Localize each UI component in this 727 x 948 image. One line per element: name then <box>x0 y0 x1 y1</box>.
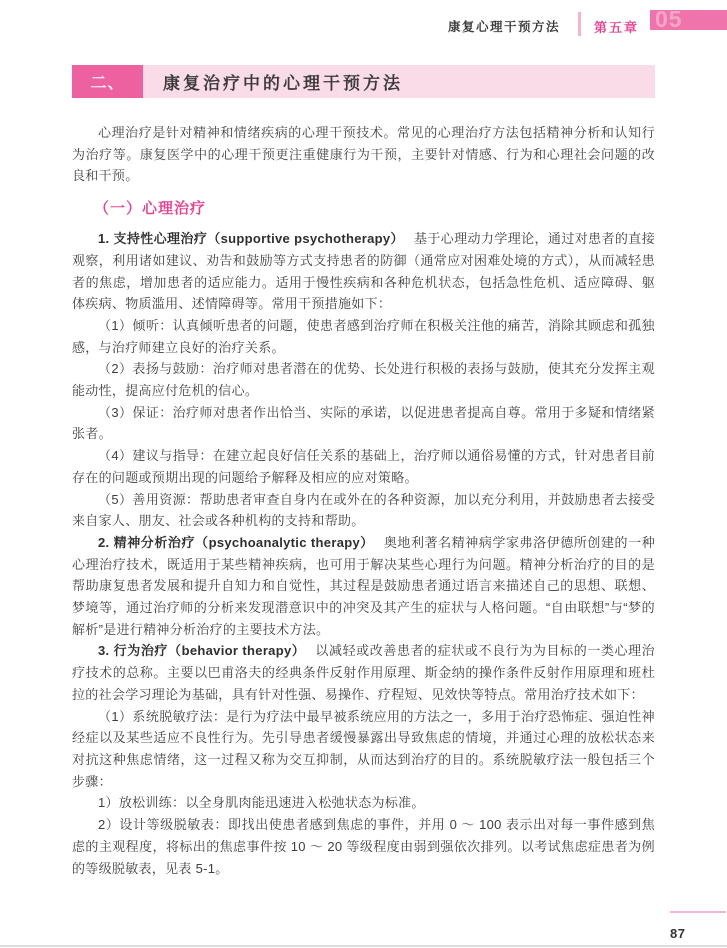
paragraph-lead: 3. 行为治疗（behavior therapy） <box>98 643 306 659</box>
chapter-label: 第五章 <box>593 20 639 35</box>
paragraph-text: 2）设计等级脱敏表：即找出使患者感到焦虑的事件，并用 0 ～ 100 表示出对每一事件感到焦虑的主观程度，将标出的焦虑事件按 10 ～ 20 等级程度由弱到强依次排列。以考试焦虑症患者为例的等级脱敏表，见表 5-1。 <box>72 817 655 876</box>
paragraph-lead: 1. 支持性心理治疗（supportive psychotherapy） <box>98 231 404 247</box>
paragraph-text: 1）放松训练：以全身肌肉能迅速进入松弛状态为标准。 <box>98 795 425 811</box>
running-head-title: 康复心理干预方法 <box>447 20 560 34</box>
paragraph <box>72 358 655 401</box>
paragraph <box>72 445 655 488</box>
paragraph <box>72 228 655 315</box>
intro-paragraph: 心理治疗是针对精神和情绪疾病的心理干预技术。常见的心理治疗方法包括精神分析和认知行为治疗等。康复医学中的心理干预更注重健康行为干预，主要针对情感、行为和心理社会问题的改良和干预。 <box>72 125 655 184</box>
chapter-number: 05 <box>655 10 683 30</box>
footer-pink-rule <box>670 911 726 913</box>
paragraph-text: （5）善用资源：帮助患者审查自身内在或外在的各种资源，加以充分利用，并鼓励患者去接受来自家人、朋友、社会或各种机构的支持和帮助。 <box>72 491 655 529</box>
paragraph-text: （1）倾听：认真倾听患者的问题，使患者感到治疗师在积极关注他的痛苦，消除其顾虑和孤独感，与治疗师建立良好的治疗关系。 <box>72 317 655 355</box>
paragraph-text: （4）建议与指导：在建立起良好信任关系的基础上，治疗师以通俗易懂的方式，针对患者目前存在的问题或预期出现的问题给予解释及相应的应对策略。 <box>72 448 655 485</box>
paragraph-text: 以减轻或改善患者的症状或不良行为为目标的一类心理治疗技术的总称。主要以巴甫洛夫的经典条件反射作用原理、斯金纳的操作条件反射作用原理和班杜拉的社会学习理论为基础，具有针对性强、易操作、疗程短、见效快等特点。常用治疗技术如下： <box>72 643 655 702</box>
paragraph <box>72 706 655 793</box>
paragraph-text: （3）保证：治疗师对患者作出恰当、实际的承诺，以促进患者提高自尊。常用于多疑和情绪紧张者。 <box>72 404 655 442</box>
paragraph <box>72 792 655 814</box>
section-title: 康复治疗中的心理干预方法 <box>163 74 403 93</box>
running-head-divider <box>578 12 581 36</box>
paragraph <box>72 402 655 445</box>
paragraph <box>72 532 655 641</box>
section-title-bar <box>143 65 655 98</box>
subsection-title: （一）心理治疗 <box>94 200 207 218</box>
body-content <box>72 122 655 879</box>
paragraph <box>72 315 655 358</box>
paragraph-text: （1）系统脱敏疗法：是行为疗法中最早被系统应用的方法之一，多用于治疗恐怖症、强迫性神经症以及某些适应不良性行为。先引导患者缓慢暴露出导致焦虑的情境，并通过心理的放松状态来对抗这种焦虑情绪，这一过程又称为交互抑制，从而达到治疗的目的。系统脱敏疗法一般包括三个步骤： <box>72 708 655 789</box>
paragraph-lead: 2. 精神分析治疗（psychoanalytic therapy） <box>98 534 374 550</box>
paragraph <box>72 640 655 705</box>
section-number-box: 二、 <box>72 65 143 98</box>
paragraph <box>72 489 655 532</box>
section-header <box>72 65 655 98</box>
paragraph-text: （2）表扬与鼓励：治疗师对患者潜在的优势、长处进行积极的表扬与鼓励，使其充分发挥主观能动性，提高应付危机的信心。 <box>72 361 655 399</box>
page-number: 87 <box>670 926 686 941</box>
chapter-number-badge <box>650 10 727 30</box>
footer-gray-rule <box>0 945 727 947</box>
content-paragraphs <box>72 228 655 879</box>
paragraph-text: 奥地利著名精神病学家弗洛伊德所创建的一种心理治疗技术，既适用于某些精神疾病，也可用于解决某些心理行为问题。精神分析治疗的目的是帮助康复患者发展和提升自知力和自觉性，其过程是鼓励患者通过语言来描述自己的思想、联想、梦境等，通过治疗师的分析来发现潜意识中的冲突及其产生的症状与人格问题。“自由联想”与“梦的解析”是进行精神分析治疗的主要技术方法。 <box>72 534 655 637</box>
paragraph-text: 基于心理动力学理论，通过对患者的直接观察，利用诸如建议、劝告和鼓励等方式支持患者的防御（通常应对困难处境的方式），从而减轻患者的焦虑，增加患者的适应能力。适用于慢性疾病和各种危机状态，包括急性危机、适应障碍、躯体疾病、物质滥用、述情障碍等。常用干预措施如下： <box>72 231 655 312</box>
paragraph <box>72 814 655 879</box>
